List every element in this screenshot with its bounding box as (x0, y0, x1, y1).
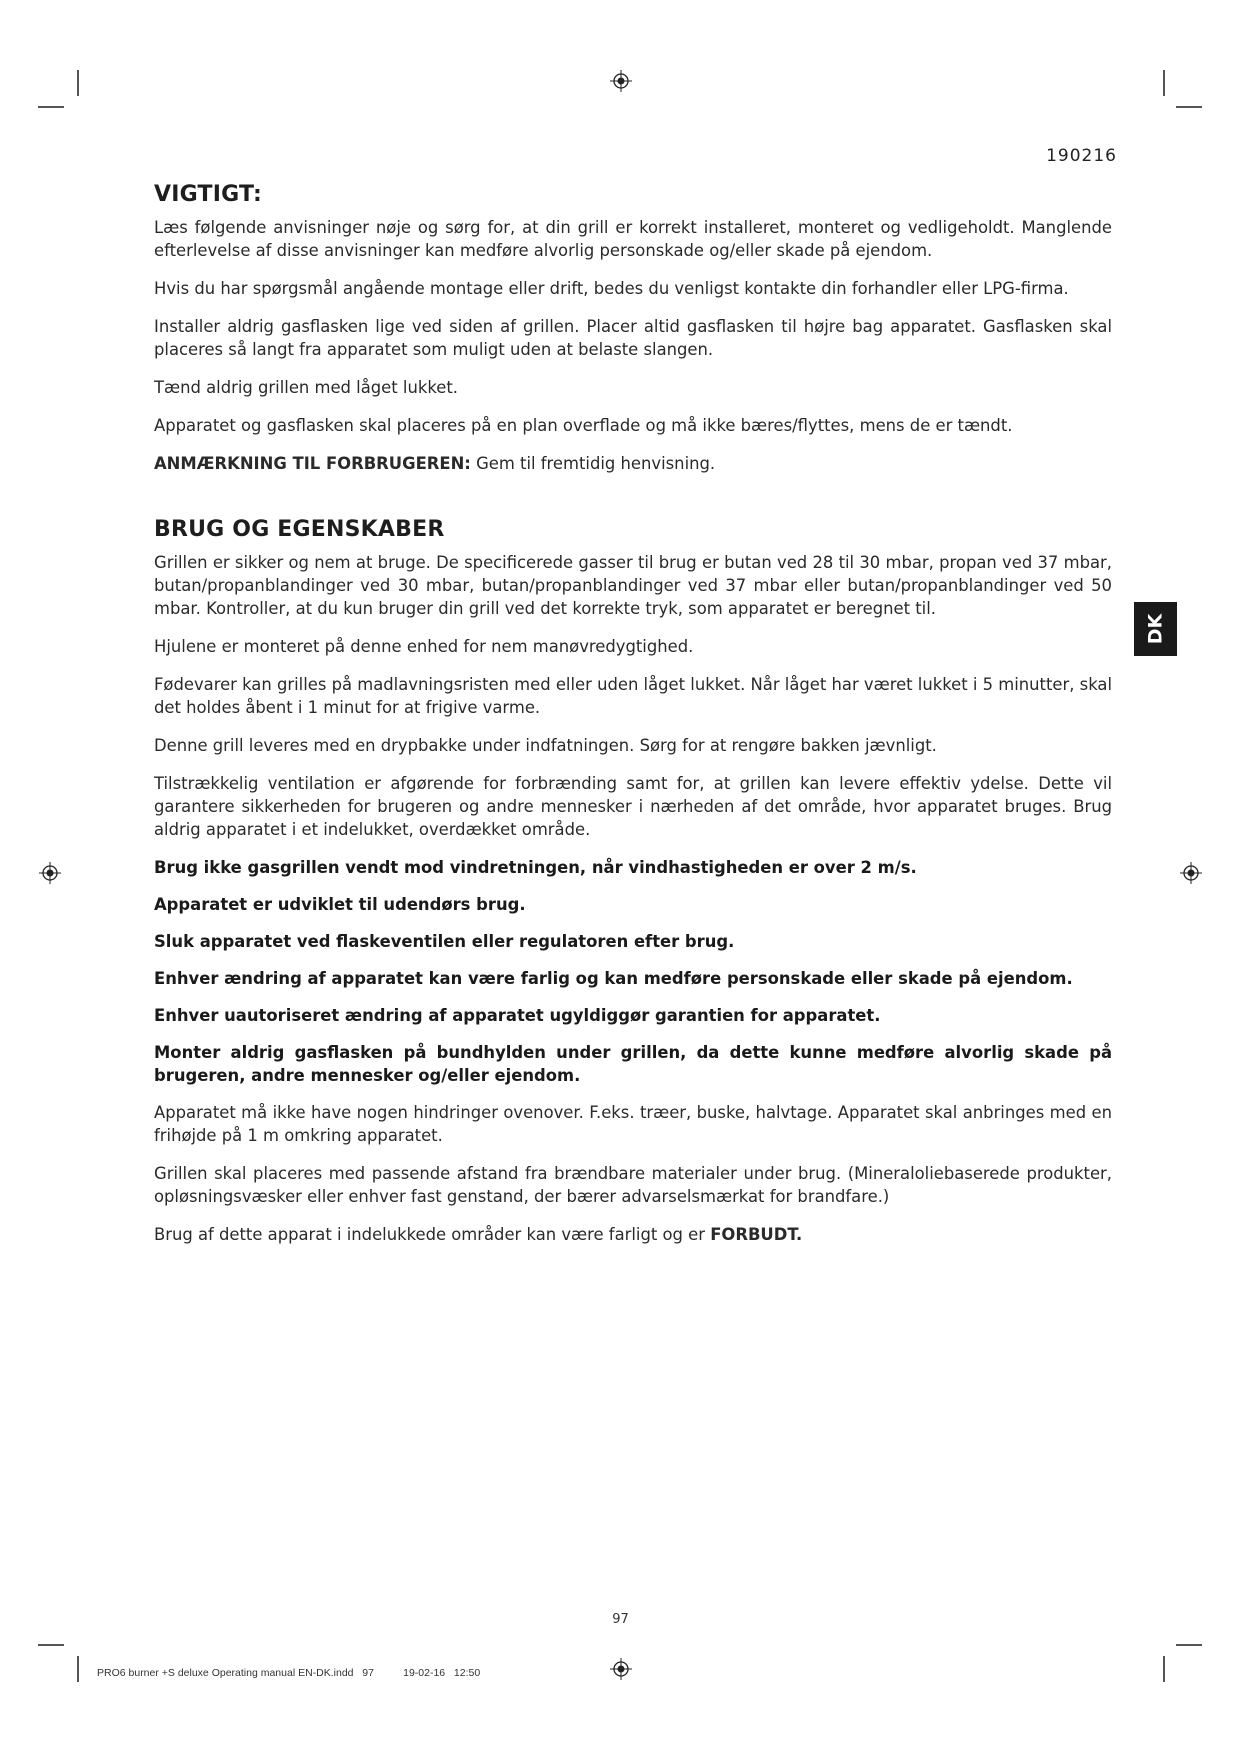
section-usage (154, 517, 1112, 1246)
page-number: 97 (612, 1612, 629, 1627)
paragraph: Apparatet må ikke have nogen hindringer ovenover. F.eks. træer, buske, halvtage. Apparatet skal anbringes med en frihøjde på 1 m omkring apparatet. (154, 1103, 1112, 1145)
registration-mark-icon (610, 70, 632, 92)
crop-mark (1176, 106, 1202, 108)
crop-mark (1163, 70, 1165, 96)
main-content (154, 182, 1112, 1261)
note-label: ANMÆRKNING TIL FORBRUGEREN: (154, 454, 471, 473)
registration-mark-icon (39, 862, 61, 884)
registration-mark-icon (610, 1658, 632, 1680)
final-paragraph (154, 1223, 1112, 1246)
paragraph: Denne grill leveres med en drypbakke under indfatningen. Sørg for at rengøre bakken jævnligt. (154, 736, 937, 755)
note-text: Gem til fremtidig henvisning. (470, 454, 716, 473)
registration-mark-icon (1180, 862, 1202, 884)
section-important (154, 182, 1112, 475)
consumer-note (154, 452, 1112, 475)
crop-mark (77, 70, 79, 96)
crop-mark (38, 1644, 64, 1646)
warning-line: Enhver ændring af apparatet kan være farlig og kan medføre personskade eller skade på ejendom. (154, 969, 1073, 988)
crop-mark (1176, 1644, 1202, 1646)
paragraph: Grillen skal placeres med passende afstand fra brændbare materialer under brug. (Mineraloliebaserede produkter, opløsningsvæsker eller enhver fast genstand, der bærer advarselsmærkat for brandfare.) (154, 1164, 1112, 1206)
crop-mark (77, 1656, 79, 1682)
paragraph: Hjulene er monteret på denne enhed for nem manøvredygtighed. (154, 637, 694, 656)
warning-line: Enhver uautoriseret ændring af apparatet ugyldiggør garantien for apparatet. (154, 1006, 881, 1025)
crop-mark (38, 106, 64, 108)
paragraph: Apparatet og gasflasken skal placeres på en plan overflade og må ikke bæres/flyttes, mens de er tændt. (154, 416, 1013, 435)
language-tab-label: DK (1144, 613, 1167, 645)
paragraph: Fødevarer kan grilles på madlavningsristen med eller uden låget lukket. Når låget har været lukket i 5 minutter, skal det holdes åbent i 1 minut for at frigive varme. (154, 675, 1112, 717)
paragraph: Installer aldrig gasflasken lige ved siden af grillen. Placer altid gasflasken til højre bag apparatet. Gasflasken skal placeres så langt fra apparatet som muligt uden at belaste slangen. (154, 317, 1112, 359)
warning-line: Apparatet er udviklet til udendørs brug. (154, 895, 526, 914)
section-heading: BRUG OG EGENSKABER (154, 517, 445, 542)
document-code: 190216 (1046, 146, 1117, 166)
section-heading: VIGTIGT: (154, 182, 262, 207)
paragraph: Tænd aldrig grillen med låget lukket. (154, 378, 458, 397)
warning-line: Sluk apparatet ved flaskeventilen eller regulatoren efter brug. (154, 932, 735, 951)
warning-line: Brug ikke gasgrillen vendt mod vindretningen, når vindhastigheden er over 2 m/s. (154, 858, 917, 877)
footer-file-info: PRO6 burner +S deluxe Operating manual EN-DK.indd 97 19-02-16 12:50 (97, 1667, 481, 1679)
paragraph: Tilstrækkelig ventilation er afgørende for forbrænding samt for, at grillen kan levere effektiv ydelse. Dette vil garantere sikkerheden for brugeren og andre mennesker i nærheden af det område, hvor apparatet bruges. Brug aldrig apparatet i et indelukket, overdækket område. (154, 774, 1112, 839)
final-text: Brug af dette apparat i indelukkede områder kan være farligt og er (154, 1225, 711, 1244)
warning-line: Monter aldrig gasflasken på bundhylden under grillen, da dette kunne medføre alvorlig skade på brugeren, andre mennesker og/eller ejendom. (154, 1043, 1112, 1085)
forbidden-label: FORBUDT. (710, 1225, 803, 1244)
paragraph: Hvis du har spørgsmål angående montage eller drift, bedes du venligst kontakte din forhandler eller LPG-firma. (154, 279, 1069, 298)
paragraph: Læs følgende anvisninger nøje og sørg for, at din grill er korrekt installeret, monteret og vedligeholdt. Manglende efterlevelse af disse anvisninger kan medføre alvorlig personskade og/eller skade på ejendom. (154, 218, 1112, 260)
crop-mark (1163, 1656, 1165, 1682)
paragraph: Grillen er sikker og nem at bruge. De specificerede gasser til brug er butan ved 28 til 30 mbar, propan ved 37 mbar, butan/propanblandinger ved 30 mbar, butan/propanblandinger ved 37 mbar eller butan/propanblandinger ved 50 mbar. Kontroller, at du kun bruger din grill ved det korrekte tryk, som apparatet er beregnet til. (154, 553, 1112, 618)
language-tab (1134, 602, 1177, 656)
